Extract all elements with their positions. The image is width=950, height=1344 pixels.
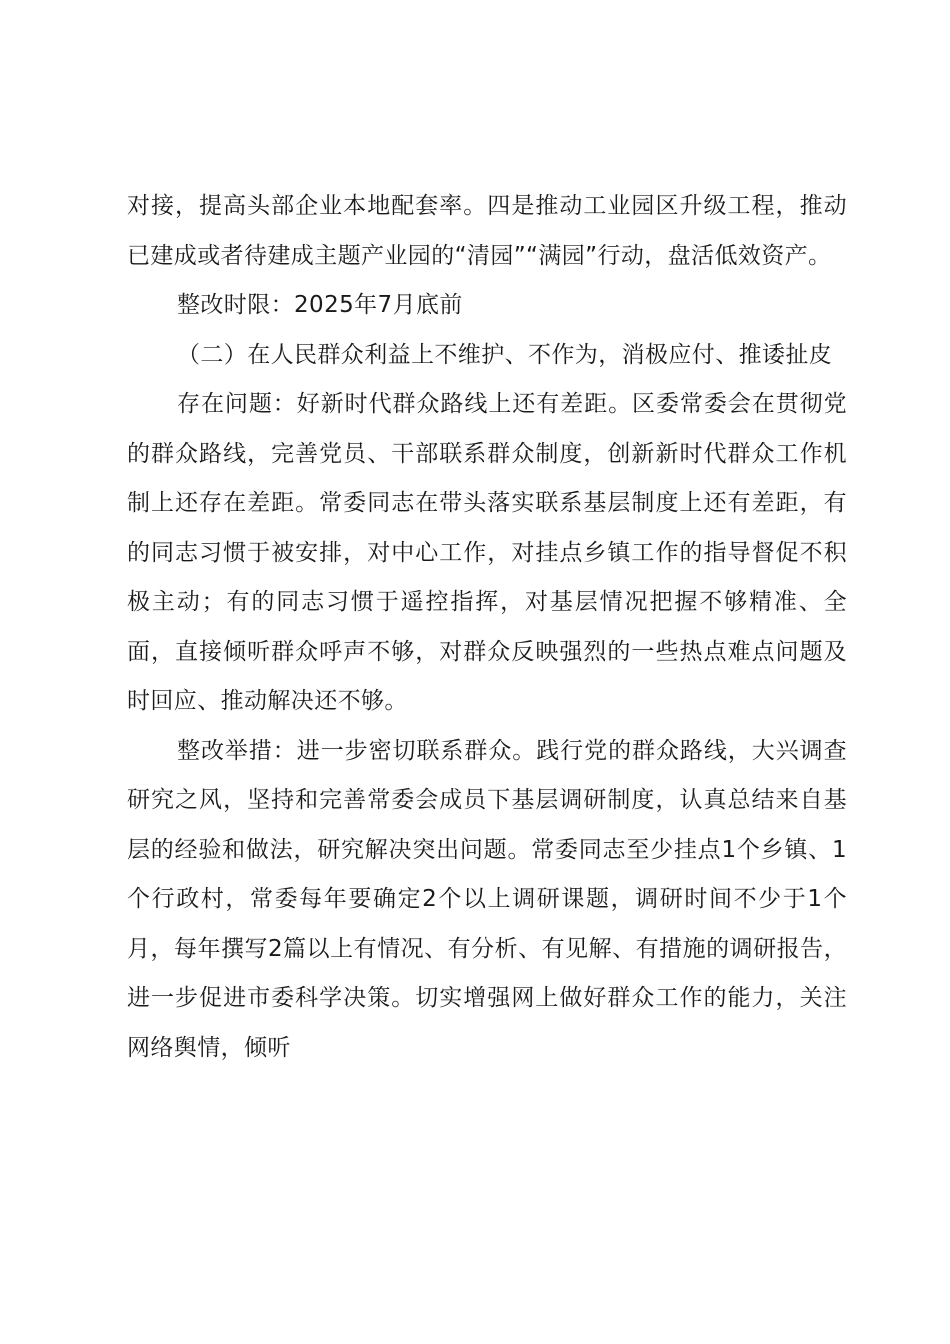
paragraph-rectification-measures: 整改举措：进一步密切联系群众。践行党的群众路线，大兴调查研究之风，坚持和完善常委会成员下基层调研制度，认真总结来自基层的经验和做法，研究解决突出问题。常委同志至少挂点1个乡镇、1个行政村，常委每年要确定2个以上调研课题，调研时间不少于1个月，每年撰写2篇以上有情况、有分析、有见解、有措施的调研报告，进一步促进市委科学决策。切实增强网上做好群众工作的能力，关注网络舆情，倾听 (127, 737, 847, 1061)
document-body (127, 182, 847, 1073)
paragraph-existing-problems: 存在问题：好新时代群众路线上还有差距。区委常委会在贯彻党的群众路线，完善党员、干部联系群众制度，创新新时代群众工作机制上还存在差距。常委同志在带头落实联系基层制度上还有差距，有的同志习惯于被安排，对中心工作，对挂点乡镇工作的指导督促不积极主动；有的同志习惯于遥控指挥，对基层情况把握不够精准、全面，直接倾听群众呼声不够，对群众反映强烈的一些热点难点问题及时回应、推动解决还不够。 (127, 391, 847, 714)
paragraph-continuation: 对接，提高头部企业本地配套率。四是推动工业园区升级工程，推动已建成或者待建成主题产业园的“清园”“满园”行动，盘活低效资产。 (127, 193, 847, 269)
section-heading: （二）在人民群众利益上不维护、不作为，消极应付、推诿扯皮 (177, 341, 833, 368)
paragraph-deadline: 整改时限：2025年7月底前 (177, 292, 463, 318)
